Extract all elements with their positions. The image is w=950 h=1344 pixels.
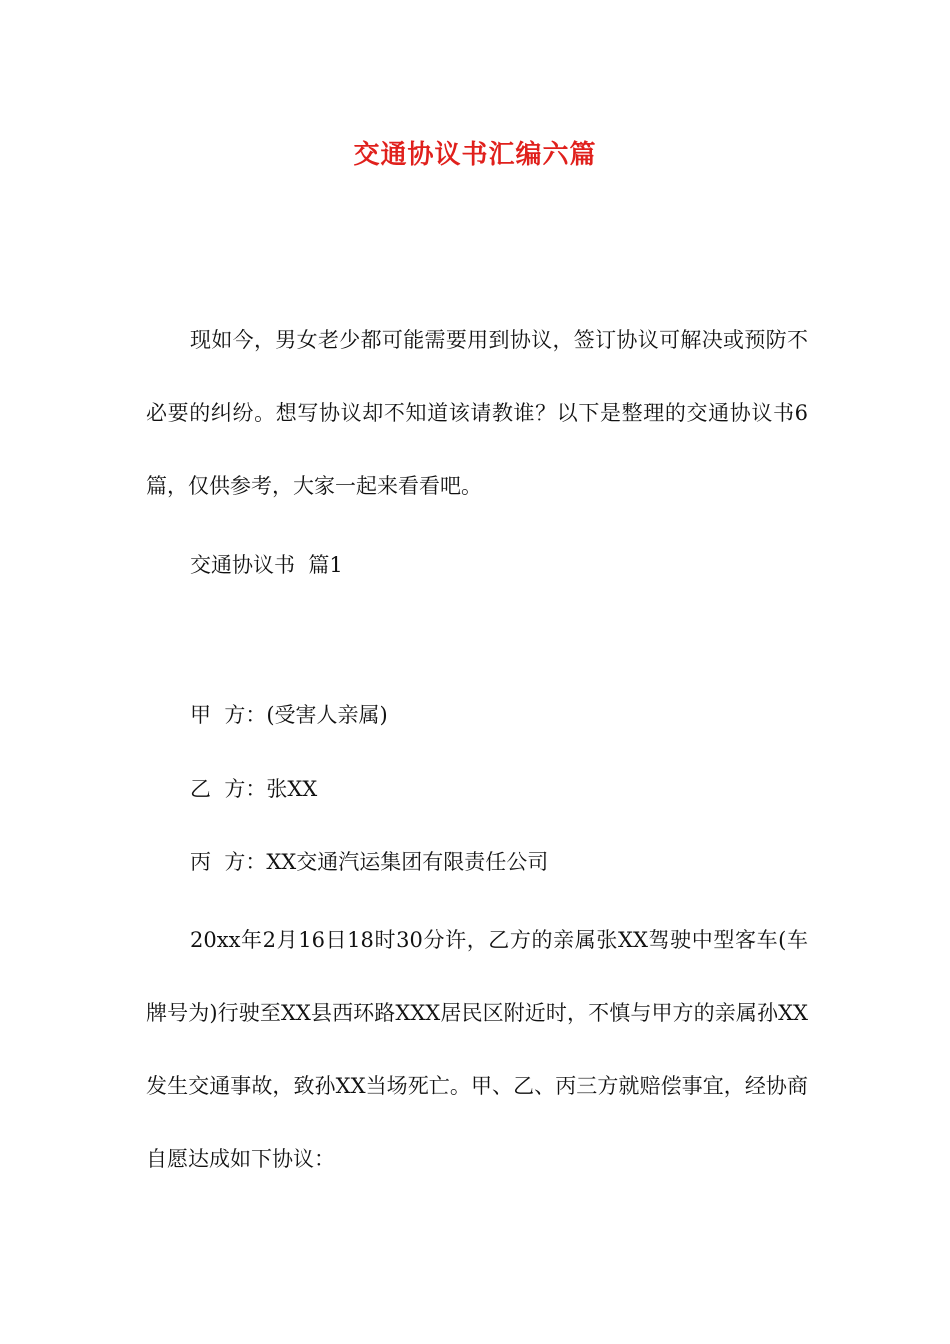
accident-paragraph: 20xx年2月16日18时30分许，乙方的亲属张XX驾驶中型客车(车牌号为)行驶至XX县西环路XXX居民区附近时，不慎与甲方的亲属孙XX发生交通事故，致孙XX当场死亡。甲、乙、丙三方就赔偿事宜，经协商自愿达成如下协议：	[146, 928, 808, 1171]
document-title: 交通协议书汇编六篇	[353, 140, 597, 170]
party-b-line: 乙 方：张XX	[190, 777, 318, 801]
intro-paragraph: 现如今，男女老少都可能需要用到协议，签订协议可解决或预防不必要的纠纷。想写协议却不知道该请教谁？以下是整理的交通协议书6篇，仅供参考，大家一起来看看吧。	[146, 328, 808, 498]
party-a-line: 甲 方：(受害人亲属)	[190, 703, 388, 727]
party-c-line: 丙 方：XX交通汽运集团有限责任公司	[190, 850, 549, 874]
section-heading: 交通协议书 篇1	[190, 553, 343, 577]
